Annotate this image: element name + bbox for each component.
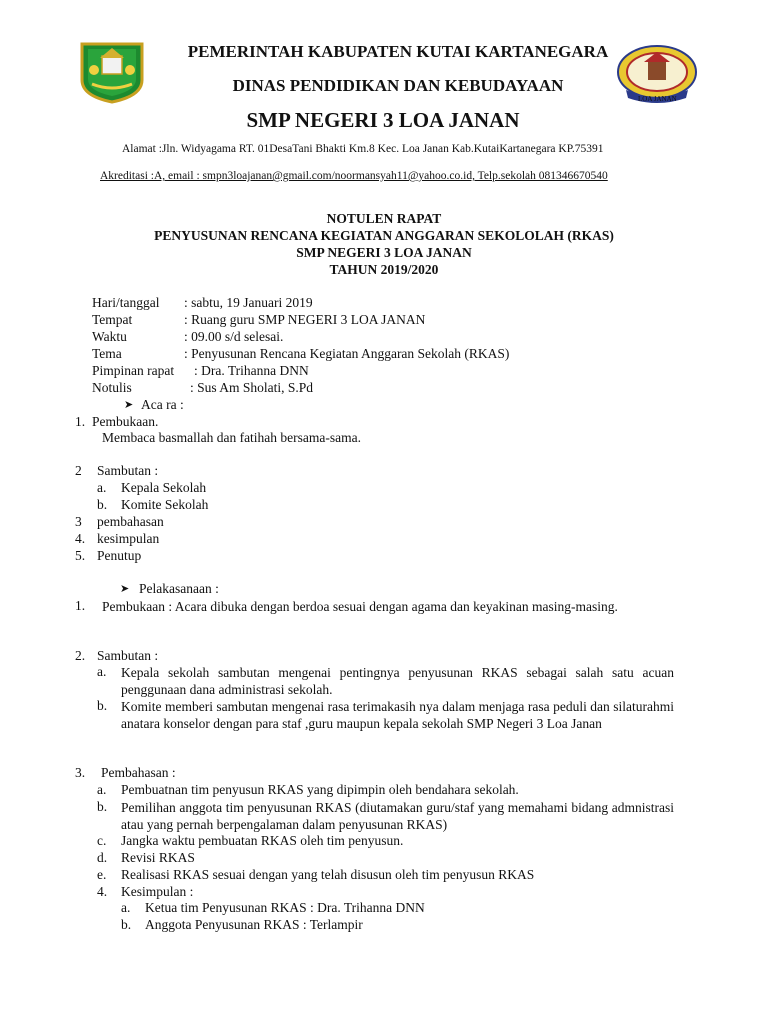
list-number: 4. xyxy=(97,884,108,899)
sub-letter: e. xyxy=(97,867,107,882)
doc-year: TAHUN 2019/2020 xyxy=(329,262,439,277)
sub-letter: b. xyxy=(97,799,108,814)
list-number: 2. xyxy=(75,648,86,663)
list-number: 5. xyxy=(75,548,86,563)
list-item-detail: Membaca basmallah dan fatihah bersama-sama. xyxy=(102,430,362,445)
sub-item: Pemilihan anggota tim penyusunan RKAS (diutamakan guru/staf yang memahami bidang admnistrasi atau yang pernah berpengalaman dalam penyusunan RKAS) xyxy=(121,800,674,832)
list-item: Pembukaan : Acara dibuka dengan berdoa sesuai dengan agama dan keyakinan masing-masing. xyxy=(102,599,618,614)
pelaksanaan-heading: Pelakasanaan : xyxy=(139,581,219,596)
sub-letter: c. xyxy=(97,833,107,848)
sub-item: Ketua tim Penyusunan RKAS : Dra. Trihanna DNN xyxy=(145,900,425,915)
acara-heading: Aca ra : xyxy=(141,397,184,412)
meta-label: Tema xyxy=(92,346,122,361)
accreditation-line: Akreditasi :A, email : smpn3loajanan@gmail.com/noormansyah11@yahoo.co.id, Telp.sekolah 081346670540 xyxy=(100,170,608,182)
sub-item: Kepala sekolah sambutan mengenai pentingnya penyusunan RKAS sebagai salah satu acuan penggunaan dana administrasi sekolah. xyxy=(121,665,674,697)
list-number: 3 xyxy=(75,514,82,529)
sub-item: Komite memberi sambutan mengenai rasa terimakasih nya dalam menjaga rasa peduli dan silaturahmi anatara konselor dengan para staf ,guru maupun kepala sekolah SMP Negeri 3 Loa Janan xyxy=(121,699,674,731)
list-item: Penutup xyxy=(97,548,142,563)
meta-label: Hari/tanggal xyxy=(92,295,160,310)
sub-letter: d. xyxy=(97,850,108,865)
sub-item: Realisasi RKAS sesuai dengan yang telah disusun oleh tim penyusun RKAS xyxy=(121,867,535,882)
doc-school: SMP NEGERI 3 LOA JANAN xyxy=(296,245,472,260)
list-number: 1. xyxy=(75,414,86,429)
doc-subtitle: PENYUSUNAN RENCANA KEGIATAN ANGGARAN SEKOLOLAH (RKAS) xyxy=(154,228,614,243)
list-item: Pembukaan. xyxy=(92,414,159,429)
list-item: Sambutan : xyxy=(97,463,159,478)
arrow-bullet-icon: ➤ xyxy=(120,582,130,595)
school-address: Alamat :Jln. Widyagama RT. 01DesaTani Bhakti Km.8 Kec. Loa Janan Kab.KutaiKartanegara KP.75391 xyxy=(122,143,604,155)
meta-value: : Dra. Trihanna DNN xyxy=(194,363,309,378)
list-item: kesimpulan xyxy=(97,531,160,546)
meta-value: : sabtu, 19 Januari 2019 xyxy=(184,295,313,310)
list-item: Pembahasan : xyxy=(101,765,176,780)
meta-value: : Ruang guru SMP NEGERI 3 LOA JANAN xyxy=(184,312,426,327)
meta-value: : Penyusunan Rencana Kegiatan Anggaran Sekolah (RKAS) xyxy=(184,346,510,361)
list-number: 1. xyxy=(75,598,86,613)
kutai-kartanegara-crest-icon xyxy=(76,40,148,104)
sub-letter: b. xyxy=(97,698,108,713)
list-item: pembahasan xyxy=(97,514,164,529)
list-item: Sambutan : xyxy=(97,648,159,663)
sub-letter: a. xyxy=(97,480,107,495)
list-number: 4. xyxy=(75,531,86,546)
sub-item: Pembuatnan tim penyusun RKAS yang dipimpin oleh bendahara sekolah. xyxy=(121,782,519,797)
header-department: DINAS PENDIDIKAN DAN KEBUDAYAAN xyxy=(232,76,564,95)
meta-label: Tempat xyxy=(92,312,133,327)
meta-value: : 09.00 s/d selesai. xyxy=(184,329,284,344)
emblem-caption: LOA JANAN xyxy=(638,95,677,103)
sub-item: Kepala Sekolah xyxy=(121,480,207,495)
meta-label: Waktu xyxy=(92,329,127,344)
sub-letter: a. xyxy=(97,664,107,679)
sub-letter: b. xyxy=(97,497,108,512)
doc-title: NOTULEN RAPAT xyxy=(326,211,442,226)
sub-item: Revisi RKAS xyxy=(121,850,195,865)
sub-letter: b. xyxy=(121,917,132,932)
sub-item: Anggota Penyusunan RKAS : Terlampir xyxy=(145,917,363,932)
header-government: PEMERINTAH KABUPATEN KUTAI KARTANEGARA xyxy=(187,42,609,61)
sub-item: Komite Sekolah xyxy=(121,497,209,512)
arrow-bullet-icon: ➤ xyxy=(124,398,134,411)
list-item: Kesimpulan : xyxy=(121,884,194,899)
list-number: 3. xyxy=(75,765,86,780)
list-number: 2 xyxy=(75,463,82,478)
sub-item: Jangka waktu pembuatan RKAS oleh tim penyusun. xyxy=(121,833,404,848)
meta-label: Notulis xyxy=(92,380,132,395)
meta-value: : Sus Am Sholati, S.Pd xyxy=(190,380,314,395)
school-name: SMP NEGERI 3 LOA JANAN xyxy=(246,108,520,132)
meta-label: Pimpinan rapat xyxy=(92,363,175,378)
sub-letter: a. xyxy=(97,782,107,797)
sub-letter: a. xyxy=(121,900,131,915)
